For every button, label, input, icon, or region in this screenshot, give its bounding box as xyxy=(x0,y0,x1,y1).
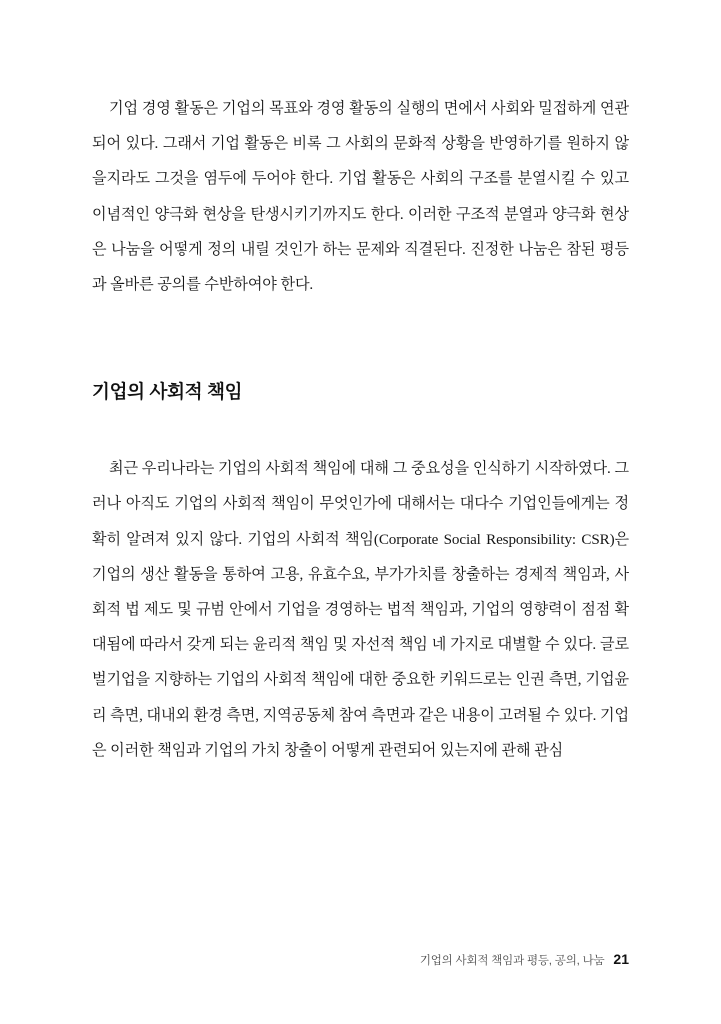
paragraph-opening xyxy=(92,92,629,303)
paragraph-section-body xyxy=(92,452,629,769)
footer-page-number: 21 xyxy=(613,951,629,967)
footer-running-title: 기업의 사회적 책임과 평등, 공의, 나눔 xyxy=(419,955,605,967)
spacer-before-heading xyxy=(92,303,629,380)
section-heading: 기업의 사회적 책임 xyxy=(92,381,243,403)
paragraph-text: 기업 경영 활동은 기업의 목표와 경영 활동의 실행의 면에서 사회와 밀접하게 연관되어 있다. 그래서 기업 활동은 비록 그 사회의 문화적 상황을 반영하기를 원하지 않을지라도 그것을 염두에 두어야 한다. 기업 활동은 사회의 구조를 분열시킬 수 있고 이념적인 양극화 현상을 탄생시키기까지도 한다. 이러한 구조적 분열과 양극화 현상은 나눔을 어떻게 정의 내릴 것인가 하는 문제와 직결된다. 진정한 나눔은 참된 평등과 올바른 공의를 수반하여야 한다. xyxy=(92,101,629,294)
paragraph-text: 최근 우리나라는 기업의 사회적 책임에 대해 그 중요성을 인식하기 시작하였다. 그러나 아직도 기업의 사회적 책임이 무엇인가에 대해서는 대다수 기업인들에게는 정확히 알려져 있지 않다. 기업의 사회적 책임(Corporate Social Responsibility: CSR)은 기업의 생산 활동을 통하여 고용, 유효수요, 부가가치를 창출하는 경제적 책임과, 사회적 법 제도 및 규범 안에서 기업을 경영하는 법적 책임과, 기업의 영향력이 점점 확대됨에 따라서 갖게 되는 윤리적 책임 및 자선적 책임 네 가지로 대별할 수 있다. 글로벌기업을 지향하는 기업의 사회적 책임에 대한 중요한 키워드로는 인권 측면, 기업윤리 측면, 대내외 환경 측면, 지역공동체 참여 측면과 같은 내용이 고려될 수 있다. 기업은 이러한 책임과 기업의 가치 창출이 어떻게 관련되어 있는지에 관해 관심 xyxy=(92,461,629,759)
spacer-after-heading xyxy=(92,404,629,452)
page-footer xyxy=(92,951,629,968)
